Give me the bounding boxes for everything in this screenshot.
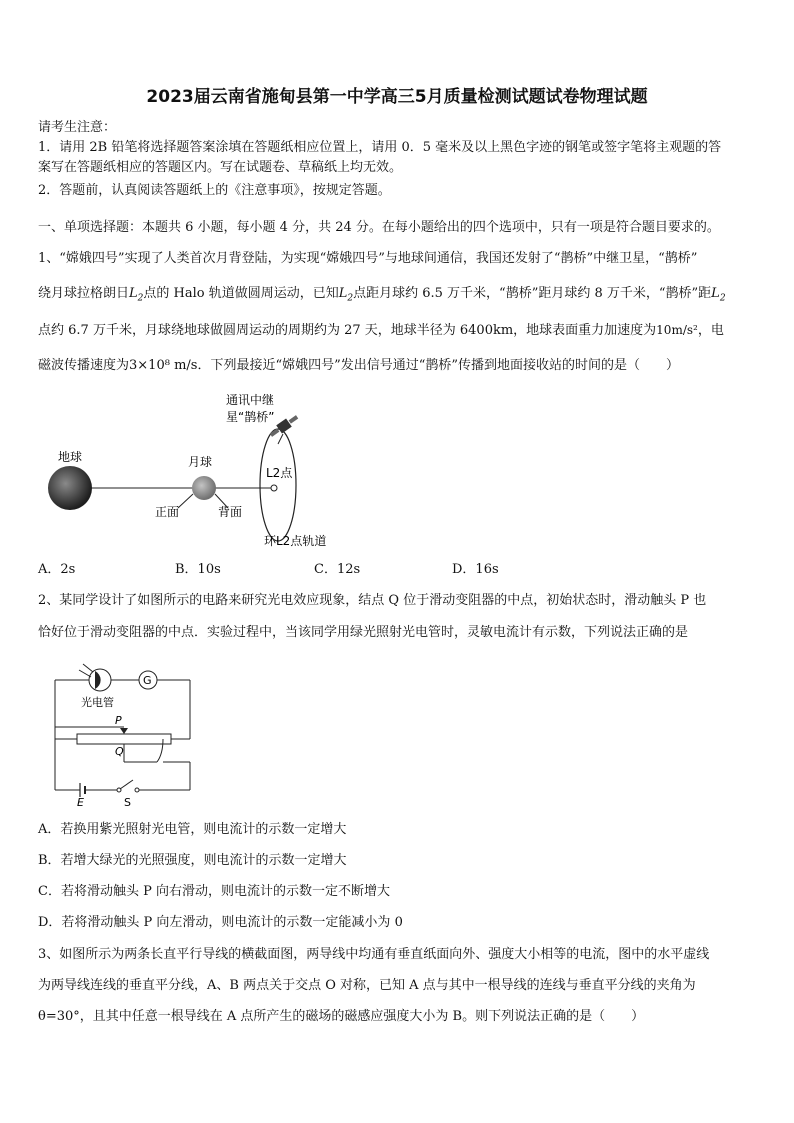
q1-option-b: B．10s xyxy=(175,562,221,577)
notice-heading: 请考生注意： xyxy=(38,120,117,135)
relay-arrow xyxy=(278,434,283,444)
q1-line-4b: ．下列最接近“嫦娥四号”发出信号通过“鹊桥”传播到地面接收站的时间的是（ ） xyxy=(197,358,680,373)
q2-option-c: C．若将滑动触头 P 向右滑动，则电流计的示数一定不断增大 xyxy=(38,884,390,899)
slider-p-arrow xyxy=(120,728,128,734)
relay-label-1: 通讯中继 xyxy=(226,393,275,407)
q1-line-2 xyxy=(38,286,726,307)
q1-line-2a: 绕月球拉格朗日 xyxy=(38,286,130,301)
q1-option-d: D．16s xyxy=(452,562,499,577)
back-label: 背面 xyxy=(218,505,243,519)
q2-line-2: 恰好位于滑动变阻器的中点．实验过程中，当该同学用绿光照射光电管时，灵敏电流计有示数，下列说法正确的是 xyxy=(38,625,689,640)
moon-label: 月球 xyxy=(188,455,213,469)
l2-point xyxy=(271,485,277,491)
rheostat xyxy=(77,734,171,744)
p-label: P xyxy=(115,714,122,727)
l2-symbol: $L_2$ xyxy=(711,286,726,304)
notice-line-1b: 案写在答题纸相应的答题区内。写在试题卷、草稿纸上均无效。 xyxy=(38,160,403,175)
l2-symbol: $L_2$ xyxy=(129,286,144,304)
l2-orbit xyxy=(260,429,296,541)
q1-option-a: A．2s xyxy=(38,562,76,577)
q3-line-1: 3、如图所示为两条长直平行导线的横截面图，两导线中均通有垂直纸面向外、强度大小相等的电流，图中的水平虚线 xyxy=(38,947,710,962)
q1-line-4 xyxy=(38,358,679,374)
earth-label: 地球 xyxy=(58,450,83,464)
s-label: S xyxy=(124,796,131,808)
q1-option-c: C．12s xyxy=(314,562,361,577)
notice-line-1a: 1．请用 2B 铅笔将选择题答案涂填在答题纸相应位置上，请用 0．5 毫米及以上黑色字迹的钢笔或签字笔将主观题的答 xyxy=(38,140,722,155)
switch-icon xyxy=(120,780,133,789)
q1-line-4a: 磁波传播速度为 xyxy=(38,358,130,373)
q2-option-d: D．若将滑动触头 P 向左滑动，则电流计的示数一定能减小为 0 xyxy=(38,915,403,930)
section-heading: 一、单项选择题：本题共 6 小题，每小题 4 分，共 24 分。在每小题给出的四个选项中，只有一项是符合题目要求的。 xyxy=(38,220,720,235)
q1-line-1: 1、“嫦娥四号”实现了人类首次月背登陆，为实现“嫦娥四号”与地球间通信，我国还发射了“鹊桥”中继卫星，“鹊桥” xyxy=(38,251,698,266)
moon-circle xyxy=(192,476,216,500)
e-label: E xyxy=(77,796,84,808)
photo-tube-icon xyxy=(79,664,111,691)
q2-figure xyxy=(45,662,205,808)
l2-symbol: $L_2$ xyxy=(338,286,354,304)
l2-label: L2点 xyxy=(266,466,293,480)
q2-option-b: B．若增大绿光的光照强度，则电流计的示数一定增大 xyxy=(38,853,347,868)
q2-option-a: A．若换用紫光照射光电管，则电流计的示数一定增大 xyxy=(38,822,347,837)
q3-line-2: 为两导线连线的垂直平分线，A、B 两点关于交点 O 对称，已知 A 点与其中一根导线的连线与垂直平分线的夹角为 xyxy=(38,978,696,993)
orbit-label: 环L2点轨道 xyxy=(264,534,327,548)
light-speed-value: 3×10⁸ m/s xyxy=(129,358,198,373)
front-arrow xyxy=(178,494,193,508)
q1-line-3b: ，电 xyxy=(697,323,724,338)
relay-label-2: 星“鹊桥” xyxy=(226,410,275,424)
q-label: Q xyxy=(115,745,124,758)
photo-tube-label: 光电管 xyxy=(81,696,114,709)
q1-line-2b: 点的 Halo 轨道做圆周运动，已知 xyxy=(143,286,339,301)
q2-line-1: 2、某同学设计了如图所示的电路来研究光电效应现象，结点 Q 位于滑动变阻器的中点，初始状态时，滑动触头 P 也 xyxy=(38,593,707,608)
q1-line-2c: 点距月球约 6.5 万千米，“鹊桥”距月球约 8 万千米，“鹊桥”距 xyxy=(353,286,712,301)
gravity-value: 10m/s² xyxy=(656,323,698,337)
q1-line-3a: 点约 6.7 万千米，月球绕地球做圆周运动的周期约为 27 天，地球半径为 6400km，地球表面重力加速度为 xyxy=(38,323,657,338)
galvanometer-label: G xyxy=(143,674,152,687)
earth-circle xyxy=(48,466,92,510)
q3-line-3: θ=30°，且其中任意一根导线在 A 点所产生的磁场的磁感应强度大小为 B。则下列说法正确的是（ ） xyxy=(38,1009,645,1024)
notice-line-2: 2．答题前，认真阅读答题纸上的《注意事项》，按规定答题。 xyxy=(38,183,391,198)
q1-line-3 xyxy=(38,322,724,339)
q1-figure xyxy=(38,388,358,558)
front-label: 正面 xyxy=(155,505,180,519)
page-title: 2023届云南省施甸县第一中学高三5月质量检测试题试卷物理试题 xyxy=(146,87,648,107)
